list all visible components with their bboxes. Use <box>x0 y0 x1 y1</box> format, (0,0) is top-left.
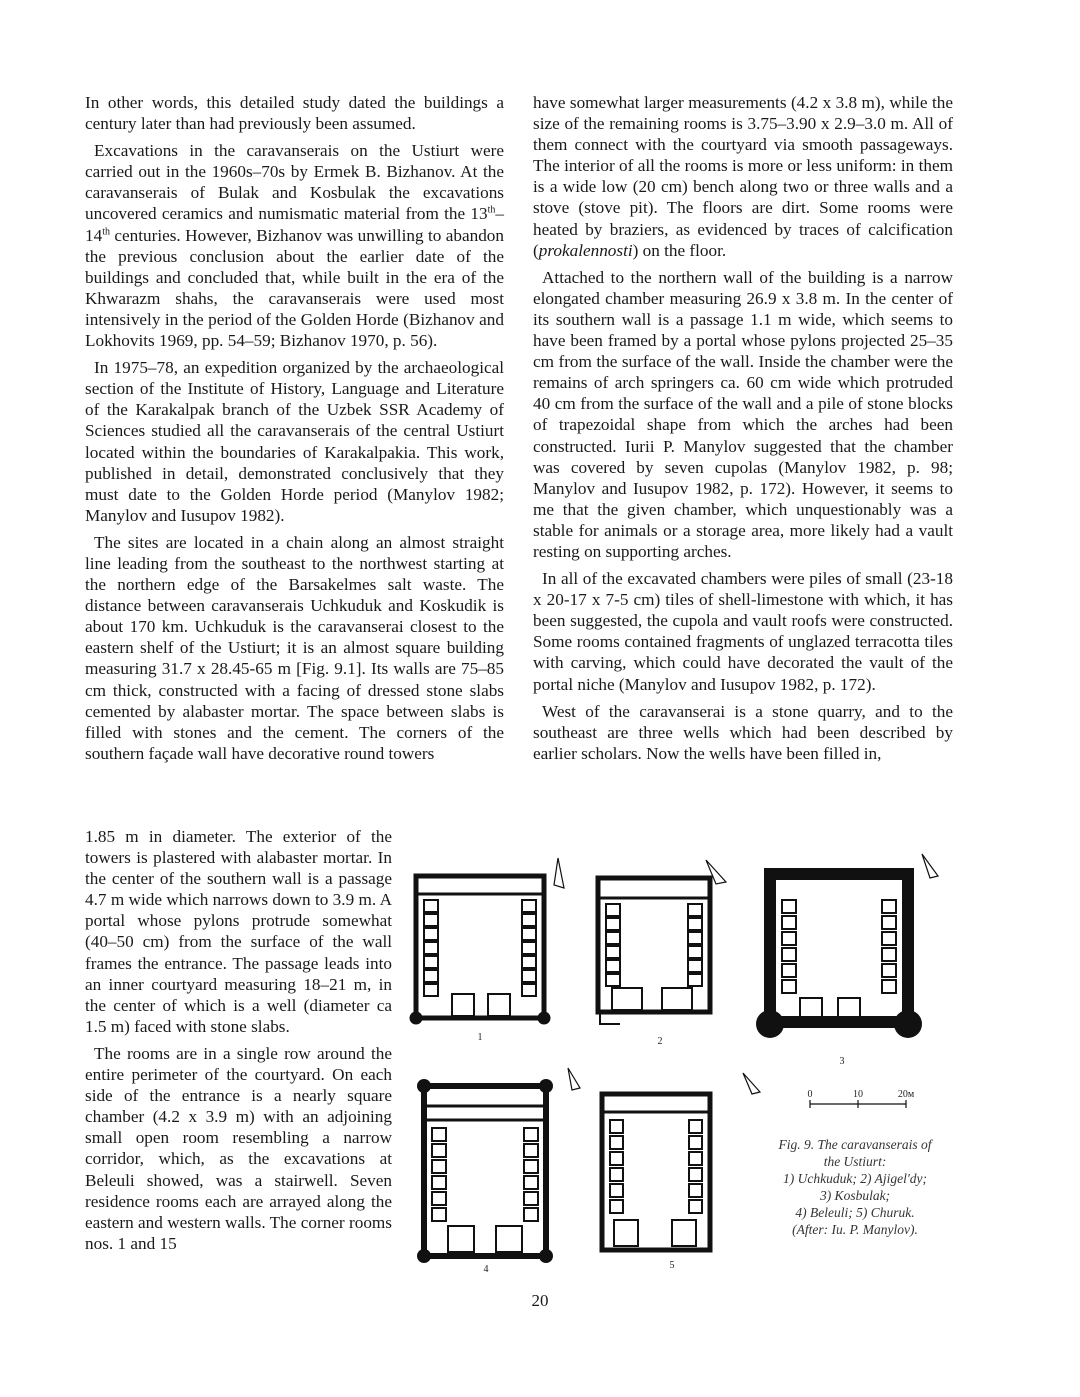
paragraph: The sites are located in a chain along an almost straight line leading from the southeast to the northwest starting at the northern edge of the Barsakelmes salt waste. The distance between caravanserais Uchkuduk and Koskudik is about 170 km. Uchkuduk is the caravanserai closest to the eastern shelf of the Ustiurt; it is an almost square building measuring 31.7 x 28.45-65 m [Fig. 9.1]. Its walls are 75–85 cm thick, constructed with a facing of dressed stone slabs cemented by alabaster mortar. The space between slabs is filled with stones and the cement. The corners of the southern façade wall have decorative round towers <box>85 532 504 763</box>
paragraph: In all of the excavated chambers were piles of small (23-18 x 20-17 x 7-5 cm) tiles of shell-limestone with which, it has been suggested, the cupola and vault roofs were constructed. Some rooms contained fragments of unglazed terracotta tiles with carving, which could have decorated the vault of the portal niche (Manylov and Iusupov 1982, p. 172). <box>533 569 953 694</box>
caption-line: (After: Iu. P. Manylov). <box>792 1222 918 1237</box>
text-run: ) on the floor. <box>632 240 727 260</box>
paragraph: 1.85 m in diameter. The exterior of the towers is plastered with alabaster mortar. In the center of the southern wall is a passage 4.7 m wide which narrows down to 3.9 m. A portal whose pylons protrude somewhat (40–50 cm) from the surface of the wall frames the entrance. The passage leads into an inner courtyard measuring 18–21 m, in the center of which is a well (diameter ca 1.5 m) faced with stone slabs. <box>85 827 392 1036</box>
plan-churuk <box>602 1094 710 1250</box>
left-text-column <box>85 92 504 770</box>
paragraph: In other words, this detailed study dated the buildings a century later than had previously been assumed. <box>85 93 504 134</box>
plan-number: 3 <box>839 1056 845 1067</box>
plan-number: 4 <box>483 1264 489 1275</box>
scale-tick-label: 0 <box>807 1089 813 1100</box>
paragraph: In 1975–78, an expedition organized by the archaeological section of the Institute of History, Language and Literature of the Karakalpak branch of the Uzbek SSR Academy of Sciences studied all the caravanserais of the central Ustiurt located within the boundaries of Karakalpakia. This work, published in detail, demonstrated conclusively that they must date to the Golden Horde period (Manylov 1982; Manylov and Iusupov 1982). <box>85 358 504 525</box>
paragraph <box>85 140 504 351</box>
caption-line: Fig. 9. The caravanserais of <box>778 1137 932 1152</box>
caption-line: 1) Uchkuduk; 2) Ajigel'dy; <box>783 1171 927 1186</box>
narrow-text-column <box>85 826 392 1260</box>
right-text-column <box>533 92 953 770</box>
text-run: –14 <box>85 204 504 245</box>
italic-term: prokalennosti <box>538 240 633 260</box>
paragraph: Attached to the northern wall of the building is a narrow elongated chamber measuring 26.9 x 3.8 m. In the center of its southern wall is a passage 1.1 m wide, which seems to have been framed by a portal whose pylons projected 25–35 cm from the surface of the wall. Inside the chamber were the remains of arch springers ca. 60 cm wide which protruded 40 cm from the surface of the wall and a pile of stone blocks of trapezoidal shape from which the arches had been constructed. Iurii P. Manylov suggested that the chamber was covered by seven cupolas (Manylov 1982, p. 98; Manylov and Iusupov 1982, p. 172). However, it seems to me that the given chamber, which unquestionably was a stable for animals or a storage area, more likely had a vault resting on supporting arches. <box>533 267 953 561</box>
plan-number: 5 <box>669 1260 675 1271</box>
caption-line: 4) Beleuli; 5) Churuk. <box>795 1205 915 1220</box>
north-arrow-icon <box>922 854 938 878</box>
page-number: 20 <box>531 1291 549 1310</box>
scale-tick-label: 20м <box>897 1089 915 1100</box>
superscript: th <box>487 204 496 216</box>
plan-kosbulak <box>756 874 922 1038</box>
figure-caption <box>760 1136 950 1238</box>
plan-number: 2 <box>657 1036 663 1047</box>
north-arrow-icon <box>554 858 564 888</box>
text-run: centuries. However, Bizhanov was unwilling to abandon the previous conclusion about the earlier date of the buildings and concluded that, while built in the era of the Khwarazm shahs, the caravanserais were used most intensively in the period of the Golden Horde (Bizhanov and Lokhovits 1969, pp. 54–59; Bizhanov 1970, p. 56). <box>85 225 504 351</box>
text-run: Excavations in the caravanserais on the Ustiurt were carried out in the 1960s–70s by Ermek B. Bizhanov. At the caravanserais of Bulak and Kosbulak the excavations uncovered ceramics and numismatic material from the 13 <box>85 141 504 224</box>
north-arrow-icon <box>568 1068 580 1090</box>
paragraph <box>533 92 953 261</box>
plan-number: 1 <box>477 1032 483 1043</box>
plan-uchkuduk <box>410 876 550 1024</box>
scale-tick-label: 10 <box>853 1089 863 1100</box>
text-run: have somewhat larger measurements (4.2 x 3.8 m), while the size of the remaining rooms is 3.75–3.90 x 2.9–3.0 m. All of them connect with the courtyard via smooth passageways. The interior of all the rooms is more or less uniform: in them is a wide low (20 cm) bench along two or three walls and a stove (stove pit). The floors are dirt. Some rooms were heated by braziers, as evidenced by traces of calcification ( <box>533 93 953 260</box>
plan-beleuli <box>417 1079 553 1263</box>
caption-line: 3) Kosbulak; <box>819 1188 891 1203</box>
paragraph: The rooms are in a single row around the entire perimeter of the courtyard. On each side of the entrance is a nearly square chamber (4.2 x 3.9 m) with an adjoining small open room resembling a narrow corridor, which, as the excavations at Beleuli showed, was a stairwell. Seven residence rooms each are arrayed along the eastern and western walls. The corner rooms nos. 1 and 15 <box>85 1043 392 1253</box>
superscript: th <box>102 225 110 237</box>
scale-bar <box>810 1100 906 1108</box>
plan-ajigeldy <box>598 878 710 1024</box>
caption-line: the Ustiurt: <box>823 1154 887 1169</box>
paragraph: West of the caravanserai is a stone quarry, and to the southeast are three wells which had been described by earlier scholars. Now the wells have been filled in, <box>533 701 953 763</box>
north-arrow-icon <box>743 1073 760 1094</box>
